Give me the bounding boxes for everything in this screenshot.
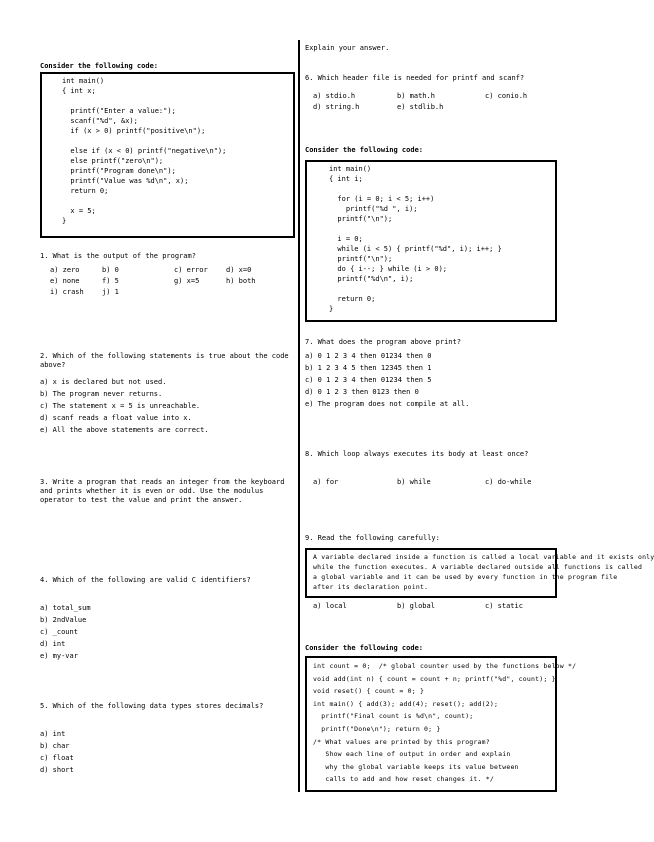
passage-line: A variable declared inside a function is called a local variable and it exists only [313,553,654,561]
passage-line: after its declaration point. [313,583,429,591]
q6-lead: Explain your answer. [305,44,390,52]
answer-option: a) 0 1 2 3 4 then 01234 then 0 [305,352,432,360]
code2-box [305,160,557,322]
code-line [62,97,294,107]
code-line: printf("Program done\n"); [62,167,176,175]
code-line: return 0; [62,187,109,195]
answer-option: a) stdio.h [313,92,356,100]
code-line: else printf("zero\n"); [62,157,164,165]
q8-options [305,478,560,489]
q6-text: 6. Which header file is needed for printf and scanf? [305,74,525,82]
answer-option: b) The program never returns. [40,390,163,398]
answer-option: e) All the above statements are correct. [40,426,209,434]
code3-box [305,656,577,792]
code-line: x = 5; [62,207,96,215]
q1-options [40,266,295,299]
q2-text: 2. Which of the following statements is true about the code above? [40,352,289,369]
answer-option: a) int [40,730,66,738]
q9-box-lines [313,553,654,593]
passage-line: while the function executes. A variable declared outside all functions is called [313,563,643,571]
answer-option: c) _count [40,628,78,636]
q1-text: 1. What is the output of the program? [40,252,196,260]
q5-text: 5. Which of the following data types stores decimals? [40,702,264,710]
answer-option: d) x=0 [226,266,252,274]
answer-option: d) scanf reads a float value into x. [40,414,192,422]
option-row [40,277,295,288]
q9-options [305,602,560,613]
q2-options [40,378,295,438]
answer-option: i) crash [50,288,84,296]
code-line: else if (x < 0) printf("negative\n"); [62,147,227,155]
code2-lines [329,165,555,315]
answer-option: c) static [485,602,523,610]
code-line: printf("Done\n"); return 0; } [313,724,441,733]
code3-lines [313,662,577,788]
answer-option: b) global [397,602,435,610]
answer-option: a) for [313,478,339,486]
answer-option: f) 5 [102,277,119,285]
code1-lines [62,77,294,227]
answer-option: b) 1 2 3 4 5 then 12345 then 1 [305,364,432,372]
code1-header: Consider the following code: [40,62,159,70]
answer-option: c) conio.h [485,92,528,100]
code-line: int main() [329,165,372,173]
option-row [305,103,560,114]
q5-options [40,730,295,778]
answer-option: h) both [226,277,256,285]
code-line: scanf("%d", &x); [62,117,138,125]
answer-option: b) 2ndValue [40,616,87,624]
answer-option: a) total_sum [40,604,91,612]
code-line: printf("Final count is %d\n", count); [313,712,474,721]
code-line: printf("\n"); [329,255,393,263]
answer-option: b) math.h [397,92,435,100]
code3-header: Consider the following code: [305,644,424,652]
code-line: Show each line of output in order and explain [313,750,511,759]
answer-option: e) none [50,277,80,285]
option-row [40,266,295,277]
code-line: } [329,305,334,313]
code-line [62,197,294,207]
passage-line: a global variable and it can be used by every function in the program file [313,573,618,581]
code-line: why the global variable keeps its value between [313,762,519,771]
option-row [305,478,560,489]
code-line: calls to add and how reset changes it. */ [313,775,494,784]
code-line: while (i < 5) { printf("%d", i); i++; } [329,245,502,253]
code-line: printf("%d\n", i); [329,275,414,283]
code-line [62,137,294,147]
code-line: int count = 0; /* global counter used by the functions below */ [313,662,577,670]
code-line: printf("Enter a value:"); [62,107,176,115]
code2-header: Consider the following code: [305,146,424,154]
answer-option: e) stdlib.h [397,103,444,111]
code-line: printf("\n"); [329,215,393,223]
answer-option: a) x is declared but not used. [40,378,167,386]
code-line: { int x; [62,87,96,95]
code-line: { int i; [329,175,363,183]
q3-text: 3. Write a program that reads an integer from the keyboard and prints whether it is even or odd. Use the modulus operator to test the value and print the answer. [40,478,285,504]
answer-option: a) zero [50,266,80,274]
answer-option: c) float [40,754,74,762]
answer-option: c) error [174,266,208,274]
answer-option: d) 0 1 2 3 then 0123 then 0 [305,388,419,396]
code-line: int main() [62,77,105,85]
option-row [40,288,295,299]
code-line: printf("%d ", i); [329,205,418,213]
answer-option: d) int [40,640,66,648]
code-line [329,285,555,295]
column-divider [298,40,300,792]
code-line: void add(int n) { count = count + n; printf("%d", count); } [313,674,556,683]
q9-text: 9. Read the following carefully: [305,534,440,542]
code1-box [40,72,295,238]
code-line: int main() { add(3); add(4); reset(); add(2); [313,699,499,708]
option-row [305,602,560,613]
answer-option: e) The program does not compile at all. [305,400,470,408]
q9-box [305,548,654,598]
q7-options [305,352,560,412]
answer-option: j) 1 [102,288,119,296]
answer-option: c) do-while [485,478,532,486]
code-line: if (x > 0) printf("positive\n"); [62,127,206,135]
code-line: i = 0; [329,235,363,243]
answer-option: b) 0 [102,266,119,274]
q6-options [305,92,560,114]
option-row [305,92,560,103]
answer-option: b) while [397,478,431,486]
answer-option: c) The statement x = 5 is unreachable. [40,402,201,410]
code-line: return 0; [329,295,376,303]
code-line: do { i--; } while (i > 0); [329,265,448,273]
answer-option: g) x=5 [174,277,200,285]
code-line: void reset() { count = 0; } [313,687,425,696]
code-line [329,185,555,195]
q4-text: 4. Which of the following are valid C identifiers? [40,576,251,584]
code-line: } [62,217,67,225]
code-line: /* What values are printed by this program? [313,737,490,746]
q8-text: 8. Which loop always executes its body at least once? [305,450,529,458]
answer-option: e) my-var [40,652,78,660]
q7-text: 7. What does the program above print? [305,338,461,346]
code-line: for (i = 0; i < 5; i++) [329,195,435,203]
answer-option: c) 0 1 2 3 4 then 01234 then 5 [305,376,432,384]
answer-option: d) string.h [313,103,360,111]
answer-option: a) local [313,602,347,610]
answer-option: d) short [40,766,74,774]
code-line: printf("Value was %d\n", x); [62,177,189,185]
q4-options [40,604,295,664]
answer-option: b) char [40,742,70,750]
code-line [329,225,555,235]
